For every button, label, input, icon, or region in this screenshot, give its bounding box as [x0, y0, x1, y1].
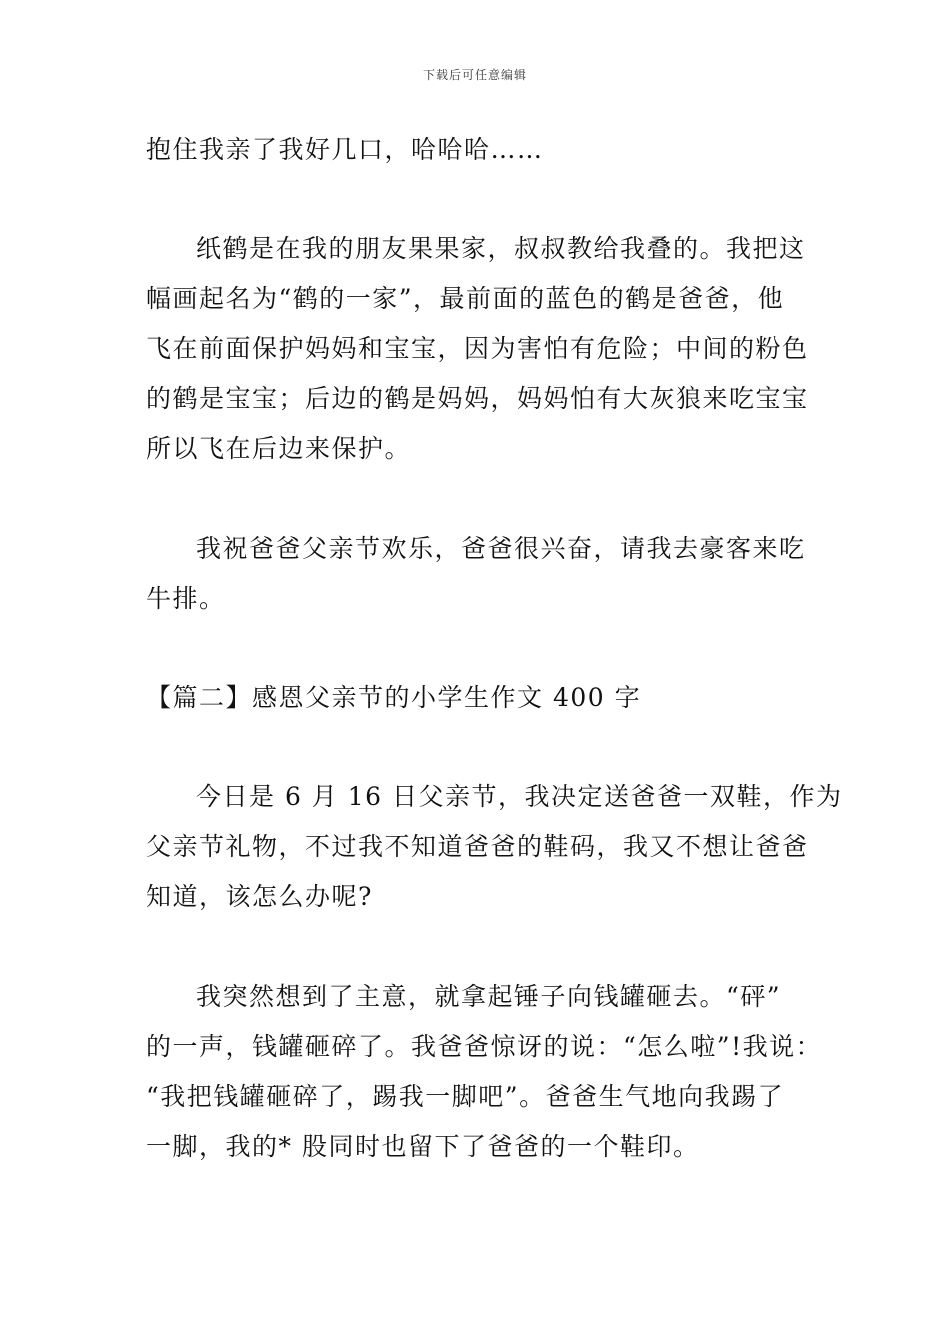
text-line: 幅画起名为“鹤的一家”，最前面的蓝色的鹤是爸爸，他: [146, 284, 785, 313]
text-line: 抱住我亲了我好几口，哈哈哈……: [146, 135, 544, 164]
text-line: 今日是 6 月 16 日父亲节，我决定送爸爸一双鞋，作为: [196, 782, 843, 811]
text-line: 所以飞在后边来保护。: [146, 434, 412, 463]
text-line: 牛排。: [146, 584, 226, 613]
text-line: 飞在前面保护妈妈和宝宝，因为害怕有危险；中间的粉色: [146, 334, 809, 363]
text-line: 我突然想到了主意，就拿起锤子向钱罐砸去。“砰”: [196, 982, 782, 1011]
text-line: 父亲节礼物，不过我不知道爸爸的鞋码，我又不想让爸爸: [146, 832, 809, 861]
text-line: “我把钱罐砸碎了，踢我一脚吧”。爸爸生气地向我踢了: [146, 1082, 785, 1111]
text-line: 知道，该怎么办呢?: [146, 882, 373, 911]
section-title: 【篇二】感恩父亲节的小学生作文 400 字: [146, 683, 642, 712]
text-line: 我祝爸爸父亲节欢乐，爸爸很兴奋，请我去豪客来吃: [196, 534, 806, 563]
text-line: 纸鹤是在我的朋友果果家，叔叔教给我叠的。我把这: [196, 234, 806, 263]
page-header-note: 下载后可任意编辑: [422, 68, 527, 82]
text-line: 的鹤是宝宝；后边的鹤是妈妈，妈妈怕有大灰狼来吃宝宝: [146, 384, 809, 413]
text-line: 的一声，钱罐砸碎了。我爸爸惊讶的说：“怎么啦”!我说：: [146, 1032, 823, 1061]
text-line: 一脚，我的* 股同时也留下了爸爸的一个鞋印。: [146, 1132, 700, 1161]
